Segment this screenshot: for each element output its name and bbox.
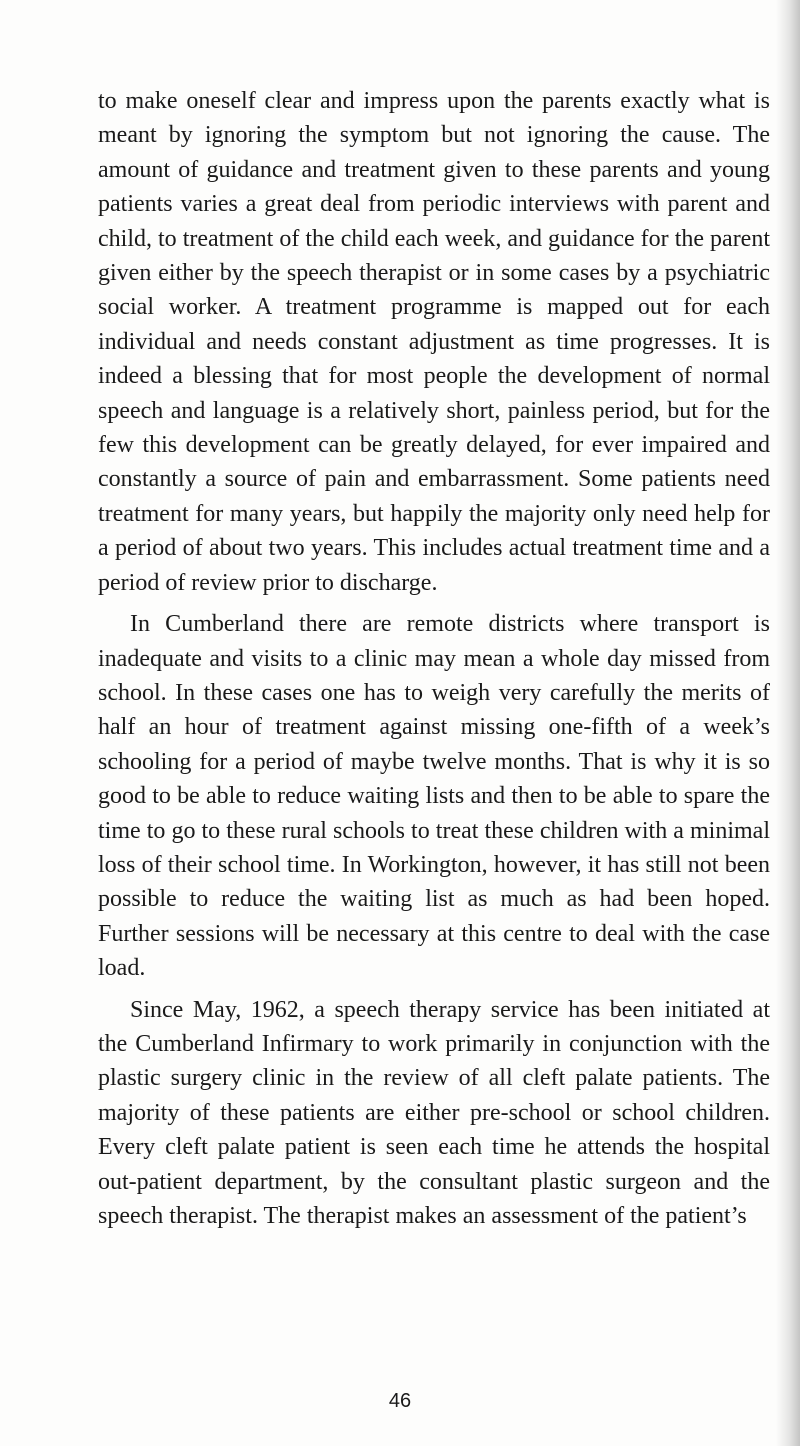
paragraph-speech-therapy-service: Since May, 1962, a speech therapy service has been initiated at the Cumberland Infirmary to work primarily in conjunction with the plastic surgery clinic in the review of all cleft palate patients. The majority of these patients are either pre-school or school children. Every cleft palate patient is seen each time he attends the hospital out-patient department, by the consultant plastic surgeon and the speech therapist. The therapist makes an assessment of the patient’s bbox=[98, 996, 770, 1229]
page-number: 46 bbox=[388, 1390, 412, 1412]
paragraph-cumberland-districts: In Cumberland there are remote districts where transport is inadequate and visits to a clinic may mean a whole day missed from school. In these cases one has to weigh very carefully the merits of half an hour of treatment against missing one-fifth of a week’s schooling for a period of maybe twelve months. That is why it is so good to be able to reduce waiting lists and then to be able to spare the time to go to these rural schools to treat these children with a minimal loss of their school time. In Workington, however, it has still not been possible to reduce the waiting list as much as had been hoped. Further sessions will be necessary at this centre to deal with the case load. bbox=[98, 611, 770, 982]
body-text bbox=[98, 84, 770, 1233]
paragraph-continued: to make oneself clear and impress upon the parents exactly what is meant by ignoring the symptom but not ignoring the cause. The amount of guidance and treatment given to these parents and young patients varies a great deal from periodic interviews with parent and child, to treatment of the child each week, and guidance for the parent given either by the speech therapist or in some cases by a psychiatric social worker. A treatment programme is mapped out for each individual and needs constant adjustment as time progresses. It is indeed a blessing that for most people the development of normal speech and language is a relatively short, painless period, but for the few this development can be greatly delayed, for ever impaired and constantly a source of pain and embarrassment. Some patients need treatment for many years, but happily the majority only need help for a period of about two years. This includes actual treatment time and a period of review prior to discharge. bbox=[98, 88, 770, 596]
page-edge-shadow bbox=[776, 0, 800, 1446]
